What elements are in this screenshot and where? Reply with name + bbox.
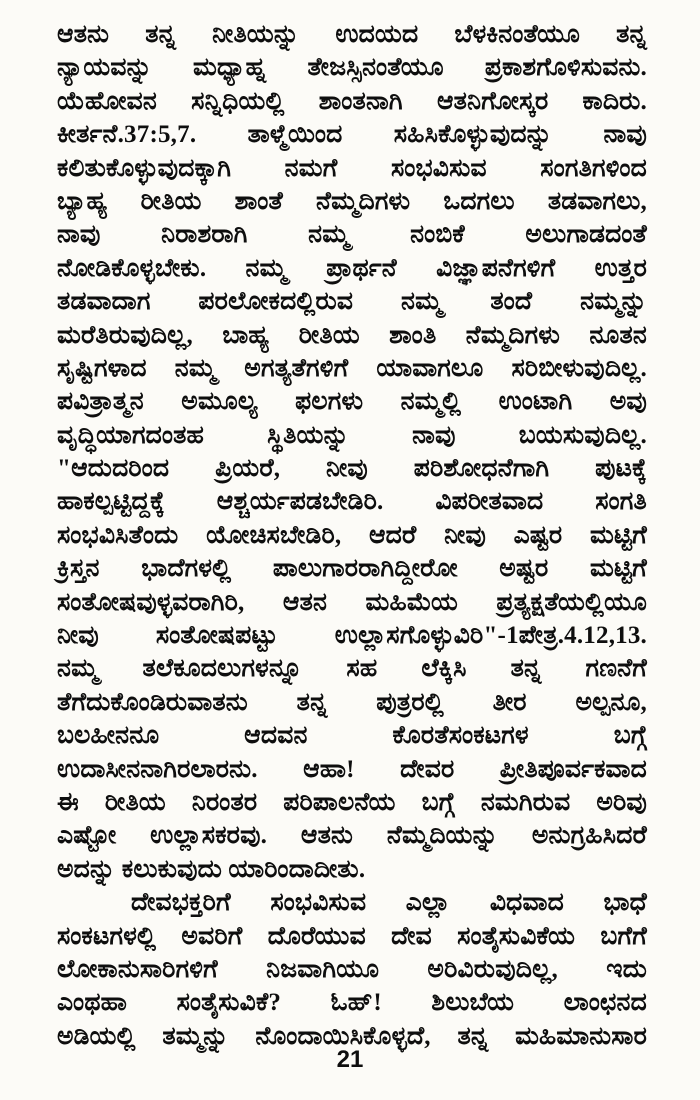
text-line: ಬ್ಯಾಹ್ಯ ರೀತಿಯ ಶಾಂತೆ ನೆಮ್ಮದಿಗಳು ಒದಗಲು ತಡವಾಗಲು, <box>57 187 647 215</box>
text-line: ನಾವು ನಿರಾಶರಾಗಿ ನಮ್ಮ ನಂಬಿಕೆ ಅಲುಗಾಡದಂತೆ <box>57 221 647 249</box>
text-line: ವೃದ್ಧಿಯಾಗದಂತಹ ಸ್ಥಿತಿಯನ್ನು ನಾವು ಬಯಸುವುದಿಲ್ಲ. <box>57 421 647 449</box>
text-line: ಸೃಷ್ಟಿಗಳಾದ ನಮ್ಮ ಅಗತ್ಯತೆಗಳಿಗೆ ಯಾವಾಗಲೂ ಸರಿಬೀಳುವುದಿಲ್ಲ. <box>57 354 647 382</box>
body-text-block <box>57 18 647 1053</box>
text-line: ಕ್ರಿಸ್ತನ ಭಾದೆಗಳಲ್ಲಿ ಪಾಲುಗಾರರಾಗಿದ್ದೀರೋ ಅಷ್ಟರ ಮಟ್ಟಿಗೆ <box>57 555 647 583</box>
text-line: ಕಲಿತುಕೊಳ್ಳುವುದಕ್ಕಾಗಿ ನಮಗೆ ಸಂಭವಿಸುವ ಸಂಗತಿಗಳಿಂದ <box>57 154 647 182</box>
text-line: ನ್ಯಾಯವನ್ನು ಮಧ್ಯಾಹ್ನ ತೇಜಸ್ಸಿನಂತೆಯೂ ಪ್ರಕಾಶಗೊಳಿಸುವನು. <box>57 54 647 82</box>
text-line: ಯೆಹೋವನ ಸನ್ನಿಧಿಯಲ್ಲಿ ಶಾಂತನಾಗಿ ಆತನಿಗೋಸ್ಕರ ಕಾದಿರು. <box>57 87 647 115</box>
text-line: ಈ ರೀತಿಯ ನಿರಂತರ ಪರಿಪಾಲನೆಯ ಬಗ್ಗೆ ನಮಗಿರುವ ಅರಿವು <box>57 788 647 816</box>
text-line: ಬಲಹೀನನೂ ಆದವನ ಕೊರತೆಸಂಕಟಗಳ ಬಗ್ಗೆ <box>57 722 647 750</box>
text-line: ಎಂಥಹಾ ಸಂತೈಸುವಿಕೆ? ಓಹ್! ಶಿಲುಬೆಯ ಲಾಂಛನದ <box>57 989 647 1017</box>
text-line: ಮರೆತಿರುವುದಿಲ್ಲ, ಬಾಹ್ಯ ರೀತಿಯ ಶಾಂತಿ ನೆಮ್ಮದಿಗಳು ನೂತನ <box>57 321 647 349</box>
text-line: ಹಾಕಲ್ಪಟ್ಟಿದ್ದಕ್ಕೆ ಆಶ್ಚರ್ಯಪಡಬೇಡಿರಿ. ವಿಪರೀತವಾದ ಸಂಗತಿ <box>57 488 647 516</box>
text-line: ನಮ್ಮ ತಲೆಕೂದಲುಗಳನ್ನೂ ಸಹ ಲೆಕ್ಕಿಸಿ ತನ್ನ ಗಣನೆಗೆ <box>57 655 647 683</box>
text-line-paragraph-start: ದೇವಭಕ್ತರಿಗೆ ಸಂಭವಿಸುವ ಎಲ್ಲಾ ವಿಧವಾದ ಭಾಧೆ <box>131 889 647 917</box>
page-number: 21 <box>336 1046 364 1073</box>
text-line: ಸಂಕಟಗಳಲ್ಲಿ ಅವರಿಗೆ ದೊರೆಯುವ ದೇವ ಸಂತೈಸುವಿಕೆಯ ಬಗೆಗೆ <box>57 922 647 950</box>
text-line: "ಆದುದರಿಂದ ಪ್ರಿಯರೆ, ನೀವು ಪರಿಶೋಧನೆಗಾಗಿ ಪುಟಕ್ಕೆ <box>57 455 647 483</box>
text-line: ತೆಗೆದುಕೊಂಡಿರುವಾತನು ತನ್ನ ಪುತ್ರರಲ್ಲಿ ತೀರ ಅಲ್ಪನೂ, <box>57 688 647 716</box>
text-line: ಸಂಭವಿಸಿತೆಂದು ಯೋಚಿಸಬೇಡಿರಿ, ಆದರೆ ನೀವು ಎಷ್ಟರ ಮಟ್ಟಿಗೆ <box>57 521 647 549</box>
text-line: ಆತನು ತನ್ನ ನೀತಿಯನ್ನು ಉದಯದ ಬೆಳಕಿನಂತೆಯೂ ತನ್ನ <box>57 21 647 48</box>
text-line: ಪವಿತ್ರಾತ್ಮನ ಅಮೂಲ್ಯ ಫಲಗಳು ನಮ್ಮಲ್ಲಿ ಉಂಟಾಗಿ ಅವು <box>57 388 647 416</box>
text-line: ತಡವಾದಾಗ ಪರಲೋಕದಲ್ಲಿರುವ ನಮ್ಮ ತಂದೆ ನಮ್ಮನ್ನು <box>57 288 647 316</box>
text-line: ಅಡಿಯಲ್ಲಿ ತಮ್ಮನ್ನು ನೊಂದಾಯಿಸಿಕೊಳ್ಳದೆ, ತನ್ನ ಮಹಿಮಾನುಸಾರ <box>57 1022 647 1050</box>
text-line: ಸಂತೋಷವುಳ್ಳವರಾಗಿರಿ, ಆತನ ಮಹಿಮೆಯ ಪ್ರತ್ಯಕ್ಷತೆಯಲ್ಲಿಯೂ <box>57 588 647 616</box>
text-line-paragraph-end: ಅದನ್ನು ಕಲುಕುವುದು ಯಾರಿಂದಾದೀತು. <box>57 855 366 883</box>
text-line: ಎಷ್ಟೋ ಉಲ್ಲಾಸಕರವು. ಆತನು ನೆಮ್ಮದಿಯನ್ನು ಅನುಗ್ರಹಿಸಿದರೆ <box>57 822 647 850</box>
text-line: ಉದಾಸೀನನಾಗಿರಲಾರನು. ಆಹಾ! ದೇವರ ಪ್ರೀತಿಪೂರ್ವಕವಾದ <box>57 755 647 783</box>
text-line: ನೀವು ಸಂತೋಷಪಟ್ಟು ಉಲ್ಲಾಸಗೊಳ್ಳುವಿರಿ"-1ಪೇತ್ರ.4.12,13. <box>57 622 647 650</box>
text-line: ಕೀರ್ತನೆ.37:5,7. ತಾಳ್ಮೆಯಿಂದ ಸಹಿಸಿಕೊಳ್ಳುವುದನ್ನು ನಾವು <box>57 121 647 149</box>
text-line: ನೋಡಿಕೊಳ್ಳಬೇಕು. ನಮ್ಮ ಪ್ರಾರ್ಥನೆ ವಿಜ್ಞಾಪನೆಗಳಿಗೆ ಉತ್ತರ <box>57 254 647 282</box>
text-line: ಲೋಕಾನುಸಾರಿಗಳಿಗೆ ನಿಜವಾಗಿಯೂ ಅರಿವಿರುವುದಿಲ್ಲ, ಇದು <box>57 955 647 983</box>
